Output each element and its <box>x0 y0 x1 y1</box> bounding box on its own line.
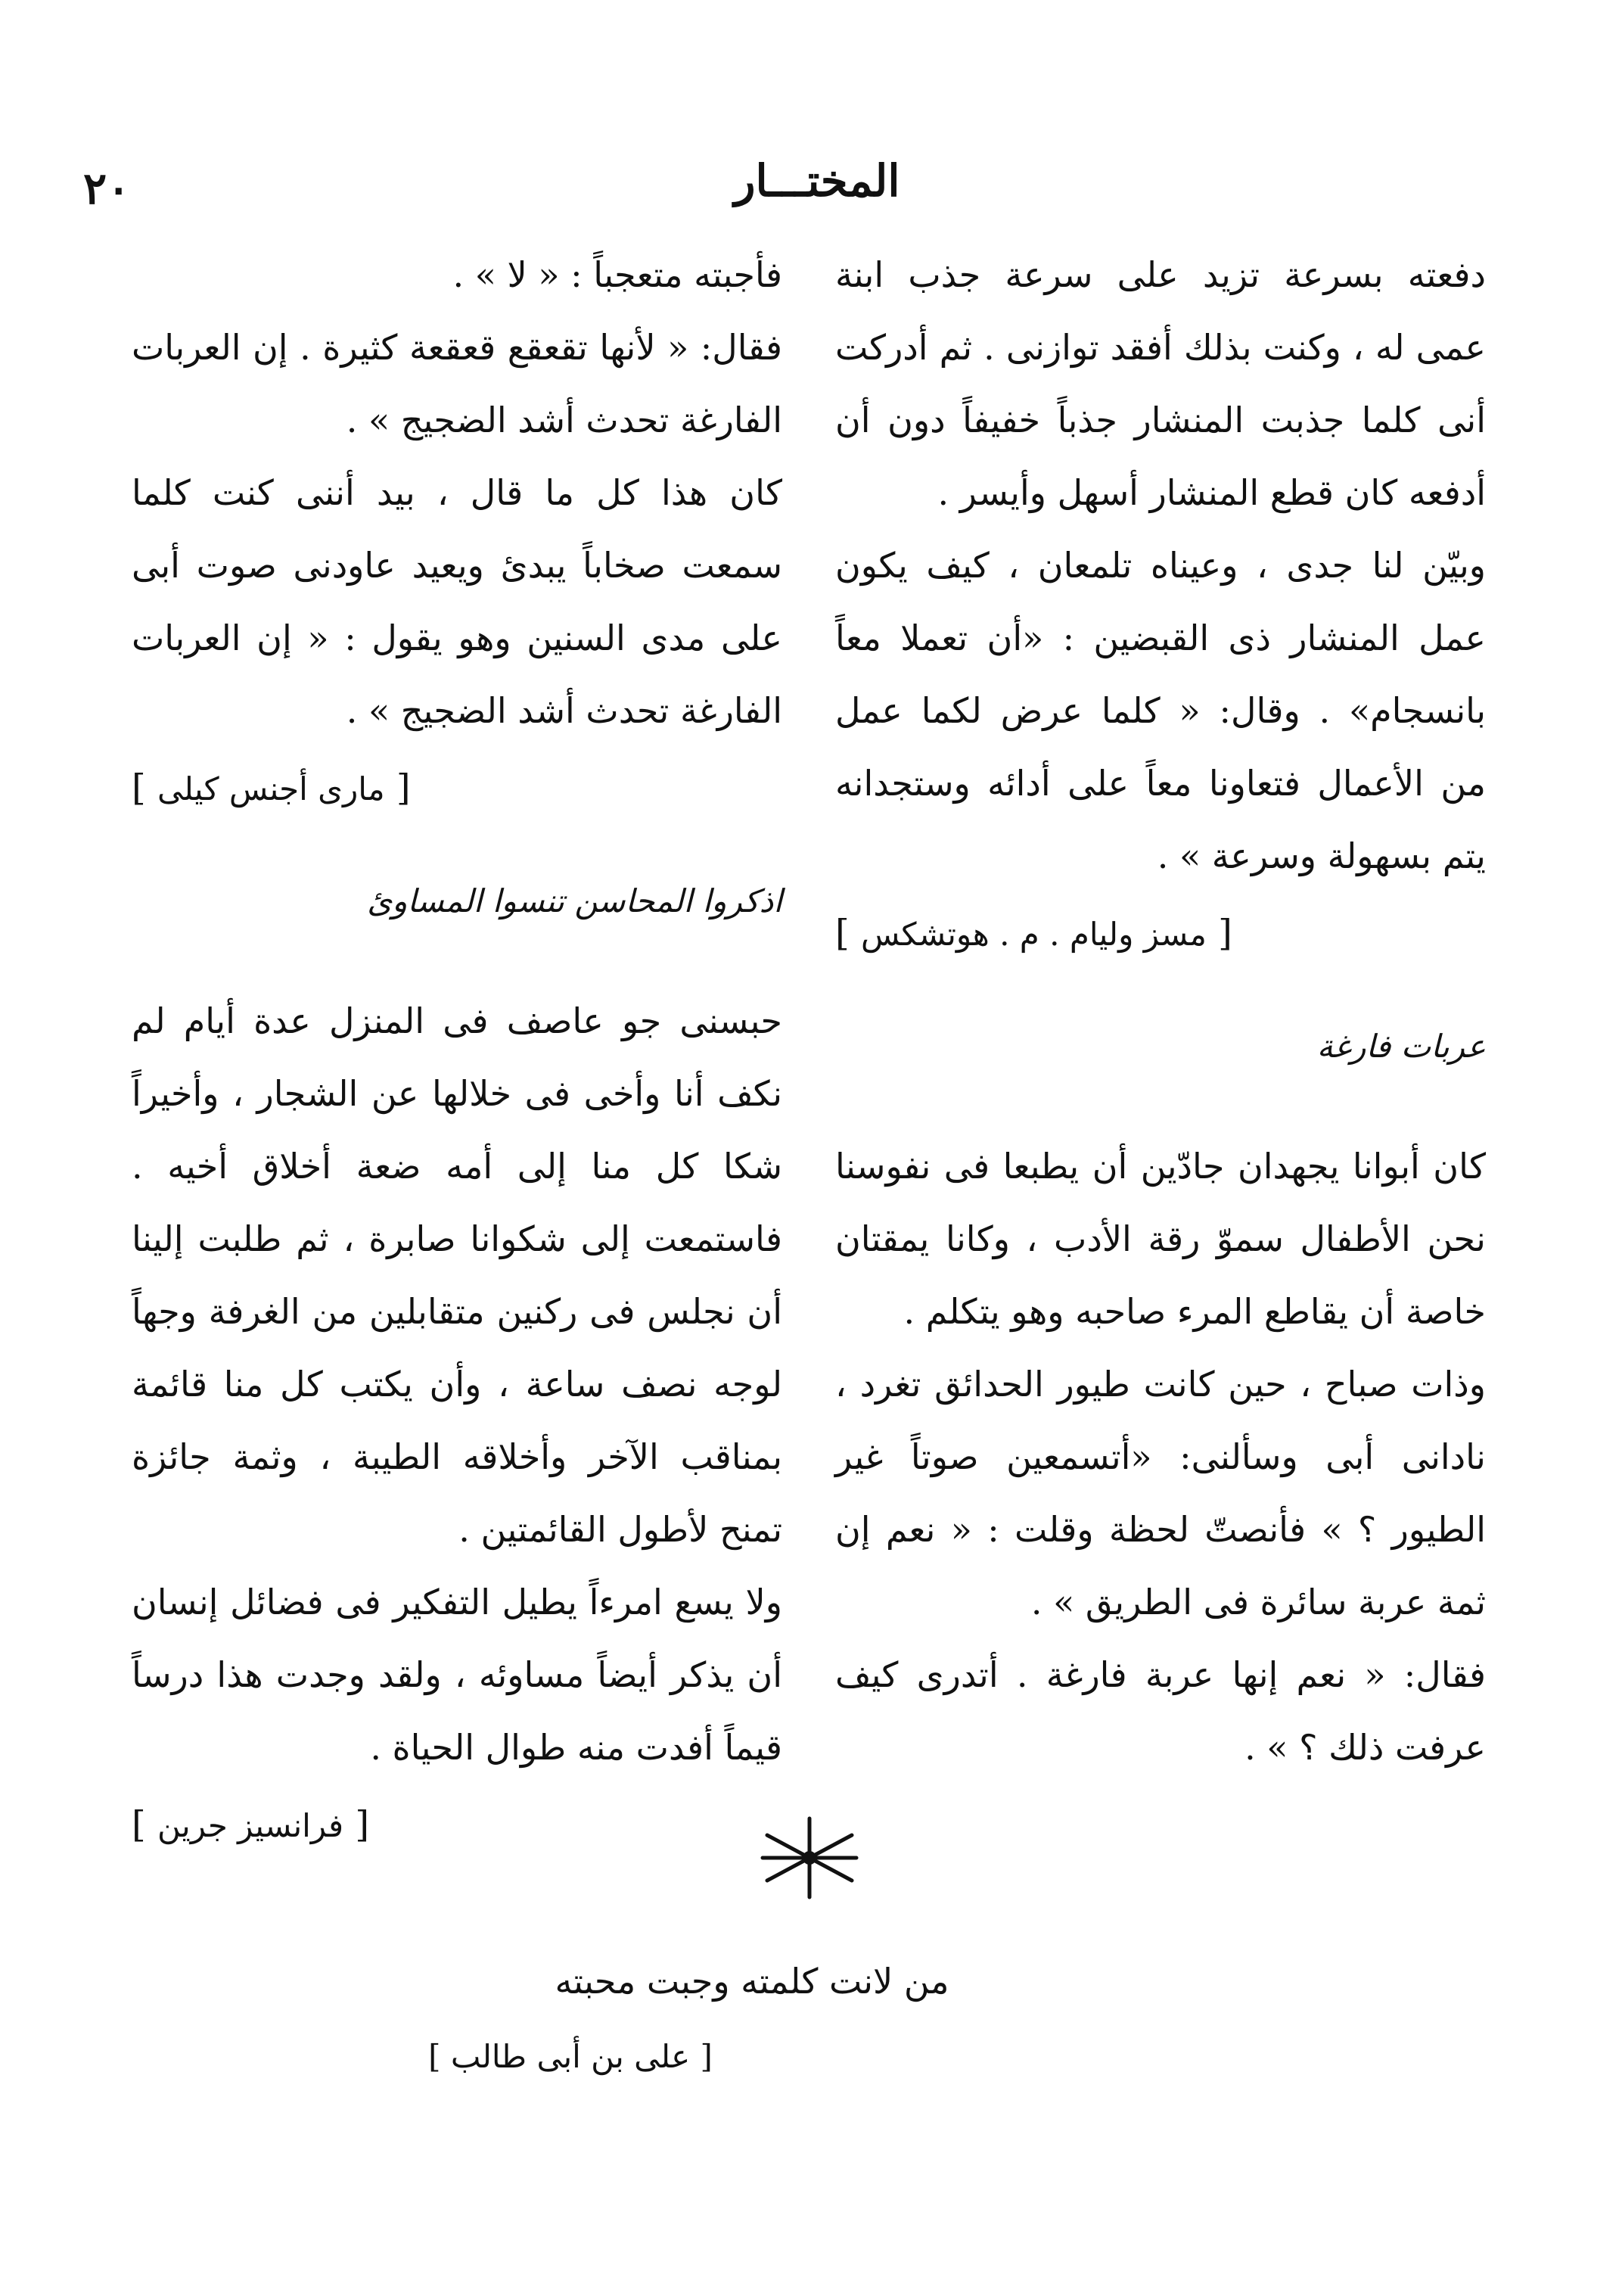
paragraph: وبيّن لنا جدى ، وعيناه تلمعان ، كيف يكون عمل المنشار ذى القبضين : «أن تعملا معاً بانسجام» . وقال: « كلما عرض لكما عمل من الأعمال فتعاونا معاً على أدائه وستجدانه يتم بسهولة وسرعة » . <box>835 545 1486 876</box>
ornament-star-icon <box>757 1812 862 1903</box>
close-bracket: ] <box>132 767 157 809</box>
paragraph: وذات صباح ، حين كانت طيور الحدائق تغرد ، نادانى أبى وسألنى: «أتسمعين صوتاً غير الطيور ؟ » فأنصتّ لحظة وقلت : « نعم إن ثمة عربة سائرة فى الطريق » . <box>835 1364 1486 1622</box>
attribution <box>835 897 1486 971</box>
left-column <box>132 238 782 1862</box>
paragraph: فأجبته متعجباً : « لا » . <box>452 254 782 295</box>
paragraph: دفعته بسرعة تزيد على سرعة جذب ابنة عمى له ، وكنت بذلك أفقد توازنى . ثم أدركت أنى كلما جذبت المنشار جذباً خفيفاً دون أن أدفعه كان قطع المنشار أسهل وأيسر . <box>835 254 1486 513</box>
attribution-name: على بن أبى طالب <box>450 2038 691 2075</box>
footer-quote: من لانت كلمته وجبت محبته <box>555 1961 949 2002</box>
page-number: ٢٠ <box>83 163 131 214</box>
open-bracket: [ <box>384 767 411 809</box>
section-heading: عربات فارغة <box>1316 1028 1486 1065</box>
attribution <box>132 1788 782 1862</box>
attribution-name: مارى أجنس كيلى <box>157 770 385 807</box>
close-bracket: ] <box>835 912 861 954</box>
running-title: المختـــار <box>734 155 900 207</box>
paragraph: فقال: « نعم إنها عربة فارغة . أتدرى كيف عرفت ذلك ؟ » . <box>835 1654 1486 1768</box>
footer-quote-attribution <box>412 2021 729 2093</box>
open-bracket: [ <box>690 2038 713 2075</box>
attribution-name: مسز وليام . م . هوتشكس <box>860 916 1207 953</box>
paragraph: كان أبوانا يجهدان جادّين أن يطبعا فى نفوسنا نحن الأطفال سموّ رقة الأدب ، وكانا يمقتان خاصة أن يقاطع المرء صاحبه وهو يتكلم . <box>835 1146 1486 1332</box>
open-bracket: [ <box>1206 912 1232 954</box>
close-bracket: ] <box>132 1803 157 1846</box>
paragraph: حبسنى جو عاصف فى المنزل عدة أيام لم نكف أنا وأخى فى خلالها عن الشجار ، وأخيراً شكا كل منا إلى أمه ضعة أخلاق أخيه . فاستمعت إلى شكوانا صابرة ، ثم طلبت إلينا أن نجلس فى ركنين متقابلين من الغرفة وجهاً لوجه نصف ساعة ، وأن يكتب كل منا قائمة بمناقب الآخر وأخلاقه الطيبة ، وثمة جائزة تمنح لأطول القائمتين . <box>132 1000 782 1550</box>
attribution-name: فرانسيز جرين <box>157 1807 344 1844</box>
paragraph: فقال: « لأنها تقعقع قعقعة كثيرة . إن العربات الفارغة تحدث أشد الضجيج » . <box>132 327 782 440</box>
paragraph: ولا يسع امرءاً يطيل التفكير فى فضائل إنسان أن يذكر أيضاً مساوئه ، ولقد وجدت هذا درساً قيماً أفدت منه طوال الحياة . <box>132 1582 782 1768</box>
close-bracket: ] <box>428 2038 451 2075</box>
right-column <box>835 238 1486 1784</box>
section-heading: اذكروا المحاسن تنسوا المساوئ <box>367 882 782 919</box>
open-bracket: [ <box>343 1803 370 1846</box>
attribution <box>132 751 782 826</box>
paragraph: كان هذا كل ما قال ، بيد أننى كنت كلما سمعت صخاباً يبدئ ويعيد عاودنى صوت أبى على مدى السنين وهو يقول : « إن العربات الفارغة تحدث أشد الضجيج » . <box>132 472 782 731</box>
